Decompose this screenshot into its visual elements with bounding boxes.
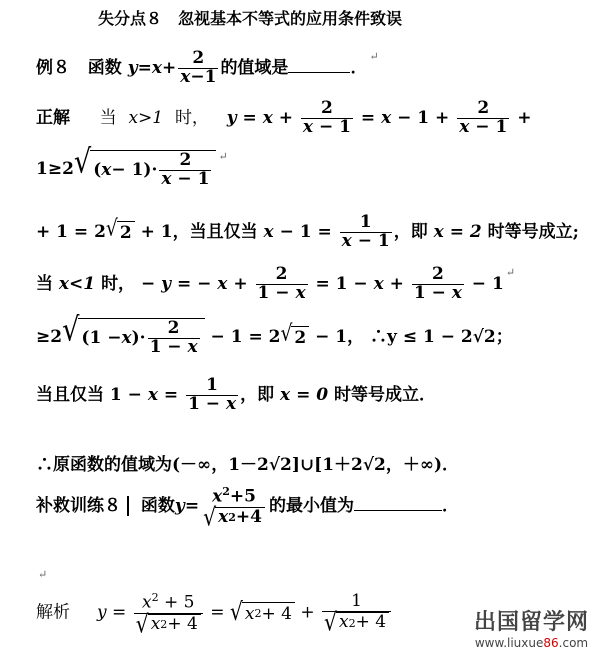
solution-label: 正解 (36, 107, 70, 128)
solution-line-2: 1≥2 √ ( x − 1)· $\frac{2}{x - 1}$ ↵ (36, 143, 228, 189)
solution-line-6: 当且仅当 1 − x = $\frac{1}{1 - x}$ ，即 x = 0 时等号成立． (36, 375, 437, 414)
watermark-cn: 出国留学网 (473, 610, 589, 635)
empty-line-mark: ↵ (38, 568, 48, 581)
solution-line-5: ≥2 √ (1 − x )· $\frac{2}{1 - x}$ − 1 = 2 √ 2 − 1， ∴y ≤ 1 − 2√2； (36, 311, 513, 357)
practice-line: 补救训练８ 函数y= $x^2+5$ √ x 2 +4 的最小值为 ． (36, 485, 459, 531)
solution-line-1: 正解 当 x>1 时， y = x + $\frac{2}{x - 1}$ = x − 1 + $\frac{2}{x - 1}$ + (36, 98, 532, 137)
example-line: 例８ 函数 y=x+ $\frac{2}{x-1}$ 的值域是 ．↵ (36, 48, 379, 87)
example-label: 例８ (36, 57, 70, 78)
result-inequality: ∴y ≤ 1 − 2√2； (370, 326, 513, 347)
answer-blank (288, 72, 350, 73)
example-function-text: 函数 (87, 57, 122, 78)
header-title: 失分点８ 忽视基本不等式的应用条件致误 (98, 9, 403, 28)
range-conclusion: ∴原函数的值域为(－∞，1－2√2]∪[1＋2√2，＋∞)． (36, 455, 460, 475)
solution-line-3: + 1 = 2 √ 2 + 1，当且仅当 x − 1 = $\frac{1}{x - 1}$ ，即 x = 2 时等号成立; (36, 212, 579, 251)
site-watermark (474, 605, 589, 650)
example-domain-text: 的值域是 (220, 57, 289, 78)
practice-label: 补救训练８ (36, 495, 121, 516)
return-mark: ↵ (369, 50, 379, 63)
analysis-line: 解析 y = $x^2 + 5$ √ x 2 + 4 = √ x 2 + 4 + 1 √ x 2 + 4 (36, 592, 393, 634)
solution-line-4: 当 x<1 时， − y = − x + $\frac{2}{1 - x}$ = 1 − x + $\frac{2}{1 - x}$ − 1↵ (36, 264, 516, 303)
practice-answer-blank (354, 510, 442, 511)
watermark-url: www.liuxue86.com (474, 636, 589, 650)
analysis-label: 解析 (36, 602, 70, 623)
sqrt-expression: √ ( x − 1)· $\frac{2}{x - 1}$ (74, 150, 217, 189)
